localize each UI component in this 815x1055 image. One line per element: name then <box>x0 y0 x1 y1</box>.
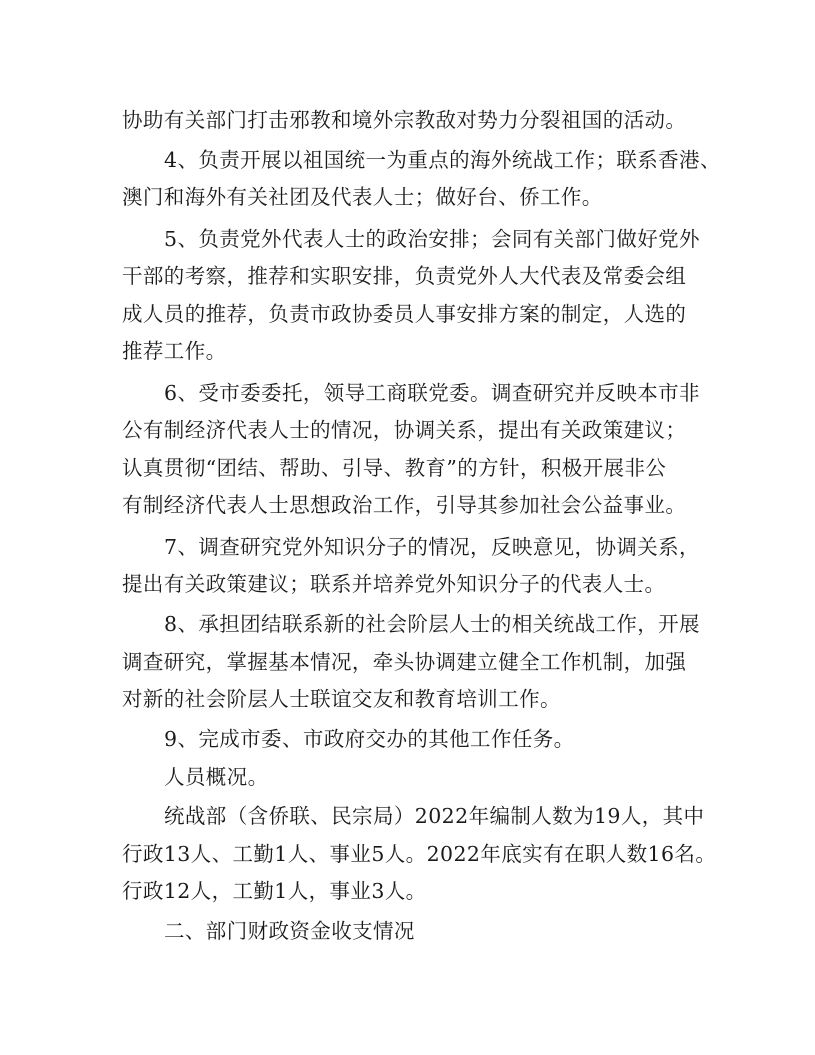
text-line: 人员概况。 <box>164 765 269 789</box>
text-line: 认真贯彻“团结、帮助、引导、教育”的方针，积极开展非公 <box>122 456 667 480</box>
text-line: 行政13人、工勤1人、事业5人。2022年底实有在职人数16名。 <box>122 842 717 866</box>
section-heading: 二、部门财政资金收支情况 <box>164 919 415 943</box>
text-line: 成人员的推荐，负责市政协委员人事安排方案的制定，人选的 <box>122 302 687 326</box>
text-line: 提出有关政策建议；联系并培养党外知识分子的代表人士。 <box>122 572 666 596</box>
text-line: 行政12人，工勤1人，事业3人。 <box>122 879 427 903</box>
text-line: 5、负责党外代表人士的政治安排；会同有关部门做好党外 <box>164 227 700 251</box>
text-line: 公有制经济代表人士的情况，协调关系，提出有关政策建议； <box>122 418 687 442</box>
text-line: 有制经济代表人士思想政治工作，引导其参加社会公益事业。 <box>122 493 687 517</box>
text-line: 澳门和海外有关社团及代表人士；做好台、侨工作。 <box>122 185 603 209</box>
text-line: 4、负责开展以祖国统一为重点的海外统战工作；联系香港、 <box>164 148 721 172</box>
text-line: 干部的考察，推荐和实职安排，负责党外人大代表及常委会组 <box>122 264 687 288</box>
text-line: 9、完成市委、市政府交办的其他工作任务。 <box>164 727 575 751</box>
text-line: 8、承担团结联系新的社会阶层人士的相关统战工作，开展 <box>164 612 700 636</box>
text-line: 对新的社会阶层人士联谊交友和教育培训工作。 <box>122 687 561 711</box>
text-line: 协助有关部门打击邪教和境外宗教敌对势力分裂祖国的活动。 <box>122 108 687 132</box>
text-line: 统战部（含侨联、民宗局）2022年编制人数为19人，其中 <box>164 804 705 828</box>
text-line: 6、受市委委托，领导工商联党委。调查研究并反映本市非 <box>164 381 700 405</box>
text-line: 调查研究，掌握基本情况，牵头协调建立健全工作机制，加强 <box>122 650 687 674</box>
text-line: 推荐工作。 <box>122 339 227 363</box>
text-line: 7、调查研究党外知识分子的情况，反映意见，协调关系， <box>164 535 700 559</box>
